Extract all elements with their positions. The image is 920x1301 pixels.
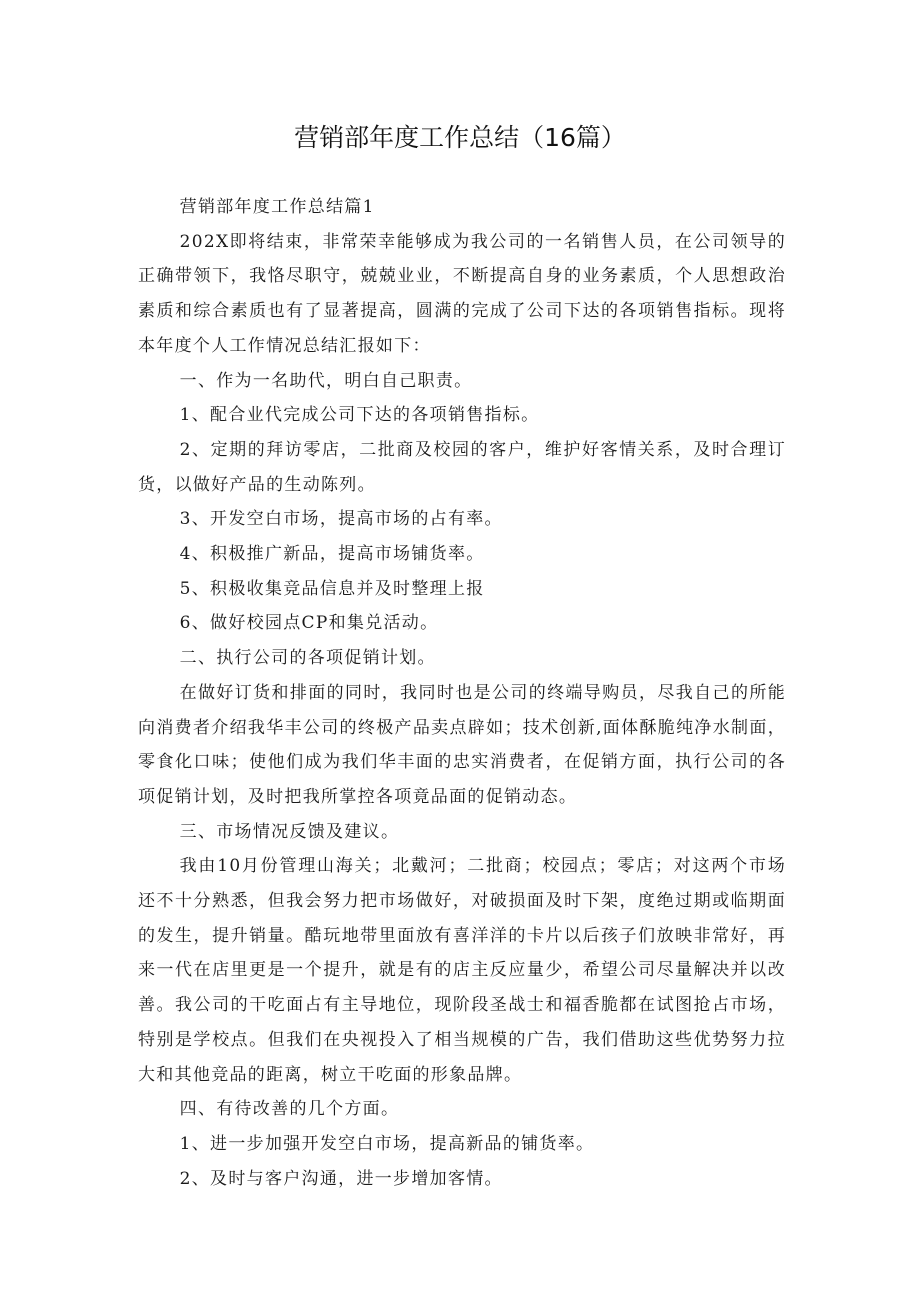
paragraph: 3、开发空白市场，提高市场的占有率。	[179, 509, 503, 530]
paragraph: 二、执行公司的各项促销计划。	[179, 648, 436, 669]
paragraph: 2、定期的拜访零店，二批商及校园的客户，维护好客情关系，及时合理订货，以做好产品的生动陈列。	[138, 439, 786, 495]
paragraph: 一、作为一名助代，明白自己职责。	[179, 370, 473, 391]
paragraph: 我由10月份管理山海关；北戴河；二批商；校园点；零店；对这两个市场还不十分熟悉，但我会努力把市场做好，对破损面及时下架，度绝过期或临期面的发生，提升销量。酷玩地带里面放有喜洋洋的卡片以后孩子们放映非常好，再来一代在店里更是一个提升，就是有的店主反应量少，希望公司尽量解决并以改善。我公司的干吃面占有主导地位，现阶段圣战士和福香脆都在试图抢占市场，特别是学校点。但我们在央视投入了相当规模的广告，我们借助这些优势努力拉大和其他竞品的距离，树立干吃面的形象品牌。	[138, 856, 786, 1085]
document-body	[138, 190, 786, 1196]
paragraph: 三、市场情况反馈及建议。	[179, 821, 400, 842]
paragraph: 5、积极收集竞品信息并及时整理上报	[179, 578, 485, 599]
paragraph: 202X即将结束，非常荣幸能够成为我公司的一名销售人员，在公司领导的正确带领下，我恪尽职守，兢兢业业，不断提高自身的业务素质，个人思想政治素质和综合素质也有了显著提高，圆满的完成了公司下达的各项销售指标。现将本年度个人工作情况总结汇报如下：	[138, 231, 786, 356]
paragraph: 1、进一步加强开发空白市场，提高新品的铺货率。	[179, 1133, 595, 1154]
section-heading: 营销部年度工作总结篇1	[179, 197, 375, 217]
paragraph: 2、及时与客户沟通，进一步增加客情。	[179, 1168, 503, 1189]
paragraph: 1、配合业代完成公司下达的各项销售指标。	[179, 405, 540, 426]
document-title: 营销部年度工作总结（16篇）	[294, 123, 626, 152]
paragraph: 6、做好校园点CP和集兑活动。	[179, 613, 439, 634]
paragraph: 在做好订货和排面的同时，我同时也是公司的终端导购员，尽我自己的所能向消费者介绍我华丰公司的终极产品卖点辟如；技术创新,面体酥脆纯净水制面，零食化口味；使他们成为我们华丰面的忠实消费者，在促销方面，执行公司的各项促销计划，及时把我所掌控各项竟品面的促销动态。	[138, 682, 786, 807]
paragraph: 4、积极推广新品，提高市场铺货率。	[179, 544, 485, 565]
paragraph: 四、有待改善的几个方面。	[179, 1099, 400, 1120]
